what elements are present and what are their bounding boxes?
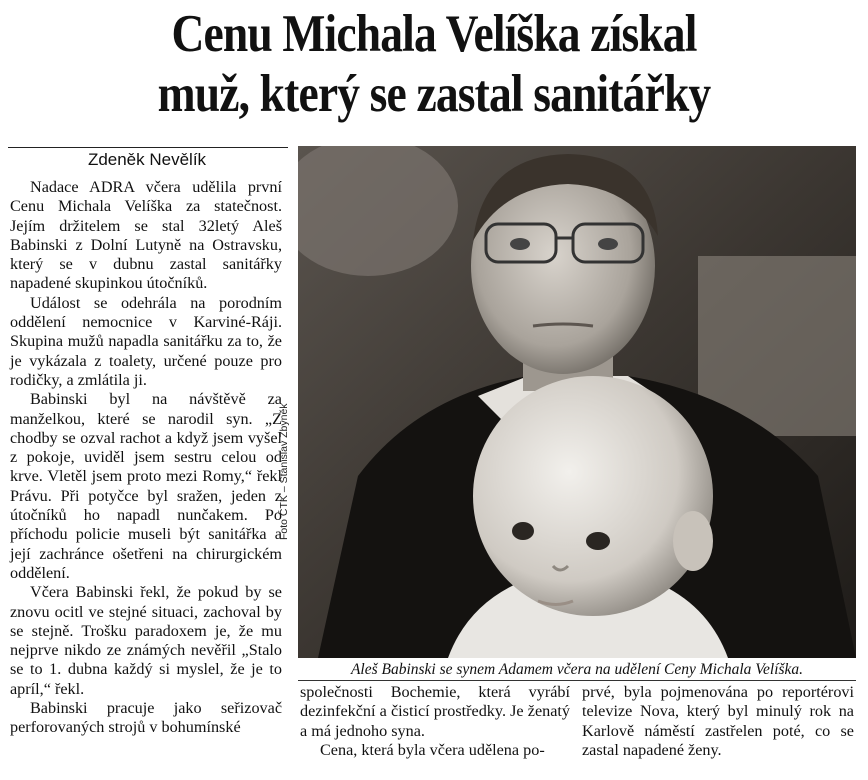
photo-caption: Aleš Babinski se synem Adamem včera na udělení Ceny Michala Velíška. xyxy=(350,661,804,678)
photo-credit: Foto ČTK – Stanislav Zbyněk xyxy=(278,403,290,540)
caption-rule xyxy=(298,680,856,681)
article-column-3 xyxy=(582,683,854,760)
byline: Zdeněk Nevělík xyxy=(87,150,207,169)
headline xyxy=(61,4,807,124)
paragraph: prvé, byla pojmenována po reportérovi televize Nova, který byl minulý rok na Karlově náměstí zastřelen poté, co se zastal napadené ženy. xyxy=(582,683,854,759)
paragraph: Babinski pracuje jako seřizovač perforovaných strojů v bohumínské xyxy=(10,699,282,737)
article-column-2 xyxy=(300,683,570,760)
paragraph: Nadace ADRA včera udělila první Cenu Michala Velíška za statečnost. Jejím držitelem se stal 32letý Aleš Babinski z Dolní Lutyně na Ostravsku, který se v dubnu zastal sanitářky napadené skupinkou útočníků. xyxy=(10,178,282,293)
headline-line-2: muž, který se zastal sanitářky xyxy=(157,65,711,123)
news-photo xyxy=(298,146,856,658)
article-column-1 xyxy=(10,178,282,738)
paragraph: Událost se odehrála na porodním oddělení nemocnice v Karviné-Ráji. Skupina mužů napadla sanitářku za to, že je vykázala z toalety, určené pouze pro rodičky, a zmlátila ji. xyxy=(10,293,282,389)
paragraph: Cena, která byla včera udělena po- xyxy=(320,740,545,759)
paragraph: Včera Babinski řekl, že pokud by se znovu ocitl ve stejné situaci, zachoval by se stejně. Trošku paradoxem je, že mu nejprve nikdo ze známých nevěřil „Stalo se to 1. dubna každý si myslel, že je to apríl,“ řekl. xyxy=(10,583,282,698)
paragraph: společnosti Bochemie, která vyrábí dezinfekční a čisticí prostředky. Je ženatý a má jednoho syna. xyxy=(300,683,570,740)
paragraph: Babinski byl na návštěvě za manželkou, které se narodil syn. „Z chodby se ozval rachot a když jsem vyšel z pokoje, uviděl jsem sestru celou od krve. Vletěl jsem proto mezi Romy,“ řekl Právu. Při potyčce byl sražen, jeden z útočníků ho napadl nunčakem. Po příchodu policie museli být sanitářka a její zachránce ošetřeni na chirurgickém oddělení. xyxy=(10,390,282,582)
photo-illustration xyxy=(298,146,856,658)
headline-line-1: Cenu Michala Velíška získal xyxy=(171,5,697,63)
